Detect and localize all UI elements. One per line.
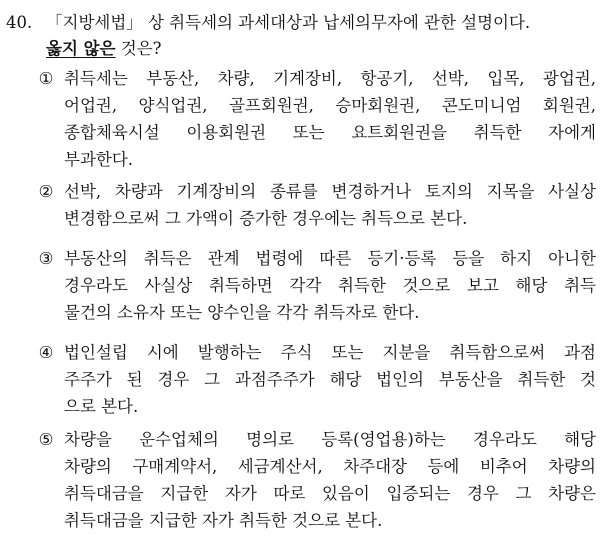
option-2-line-1: 선박, 차량과 기계장비의 종류를 변경하거나 토지의 지목을 사실상 — [64, 182, 596, 201]
option-1-line-4: 부과한다. — [64, 150, 134, 169]
option-1-line-1: 취득세는 부동산, 차량, 기계장비, 항공기, 선박, 입목, 광업권, — [64, 69, 596, 88]
option-5-line-1: 차량을 운수업체의 명의로 등록(영업용)하는 경우라도 해당 — [64, 430, 596, 449]
option-5-line-2: 차량의 구매계약서, 세금계산서, 차주대장 등에 비추어 차량의 — [64, 457, 596, 476]
option-1-text — [64, 66, 596, 174]
option-2-marker: ② — [38, 182, 54, 201]
option-3-line-3: 물건의 소유자 또는 양수인을 각각 취득자로 한다. — [64, 303, 420, 322]
question-stem — [46, 10, 594, 62]
option-5-marker: ⑤ — [38, 430, 54, 449]
option-1-line-2: 어업권, 양식업권, 골프회원권, 승마회원권, 콘도미니엄 회원권, — [64, 96, 596, 115]
option-4-line-1: 법인설립 시에 발행하는 주식 또는 지분을 취득함으로써 과점 — [64, 343, 596, 362]
option-5-text — [64, 427, 596, 535]
option-4-line-2: 주주가 된 경우 그 과점주주가 해당 법인의 부동산을 취득한 것 — [64, 370, 596, 389]
question-number: 40. — [6, 13, 33, 32]
option-1-line-3: 종합체육시설 이용회원권 또는 요트회원권을 취득한 자에게 — [64, 123, 596, 142]
question-stem-line-1: 「지방세법」 상 취득세의 과세대상과 납세의무자에 관한 설명이다. — [46, 13, 531, 32]
option-5-line-3: 취득대금을 지급한 자가 따로 있음이 입증되는 경우 그 차량은 — [64, 484, 596, 503]
option-2-text — [64, 179, 596, 233]
option-3-line-1: 부동산의 취득은 관계 법령에 따른 등기·등록 등을 하지 아니한 — [64, 249, 596, 268]
option-4-line-3: 으로 본다. — [64, 397, 139, 416]
option-3-marker: ③ — [38, 249, 54, 268]
option-1-marker: ① — [38, 69, 54, 88]
option-3-text — [64, 246, 596, 327]
option-4-text — [64, 340, 596, 421]
question-stem-tail: 것은? — [115, 39, 162, 58]
option-2-line-2: 변경함으로써 그 가액이 증가한 경우에는 취득으로 본다. — [64, 209, 468, 228]
question-stem-line-2 — [46, 36, 594, 62]
option-3-line-2: 경우라도 사실상 취득하면 각각 취득한 것으로 보고 해당 취득 — [64, 276, 596, 295]
option-4-marker: ④ — [38, 343, 54, 362]
question-emphasis: 옳지 않은 — [46, 39, 116, 58]
option-5-line-4: 취득대금을 지급한 자가 취득한 것으로 본다. — [64, 511, 383, 530]
